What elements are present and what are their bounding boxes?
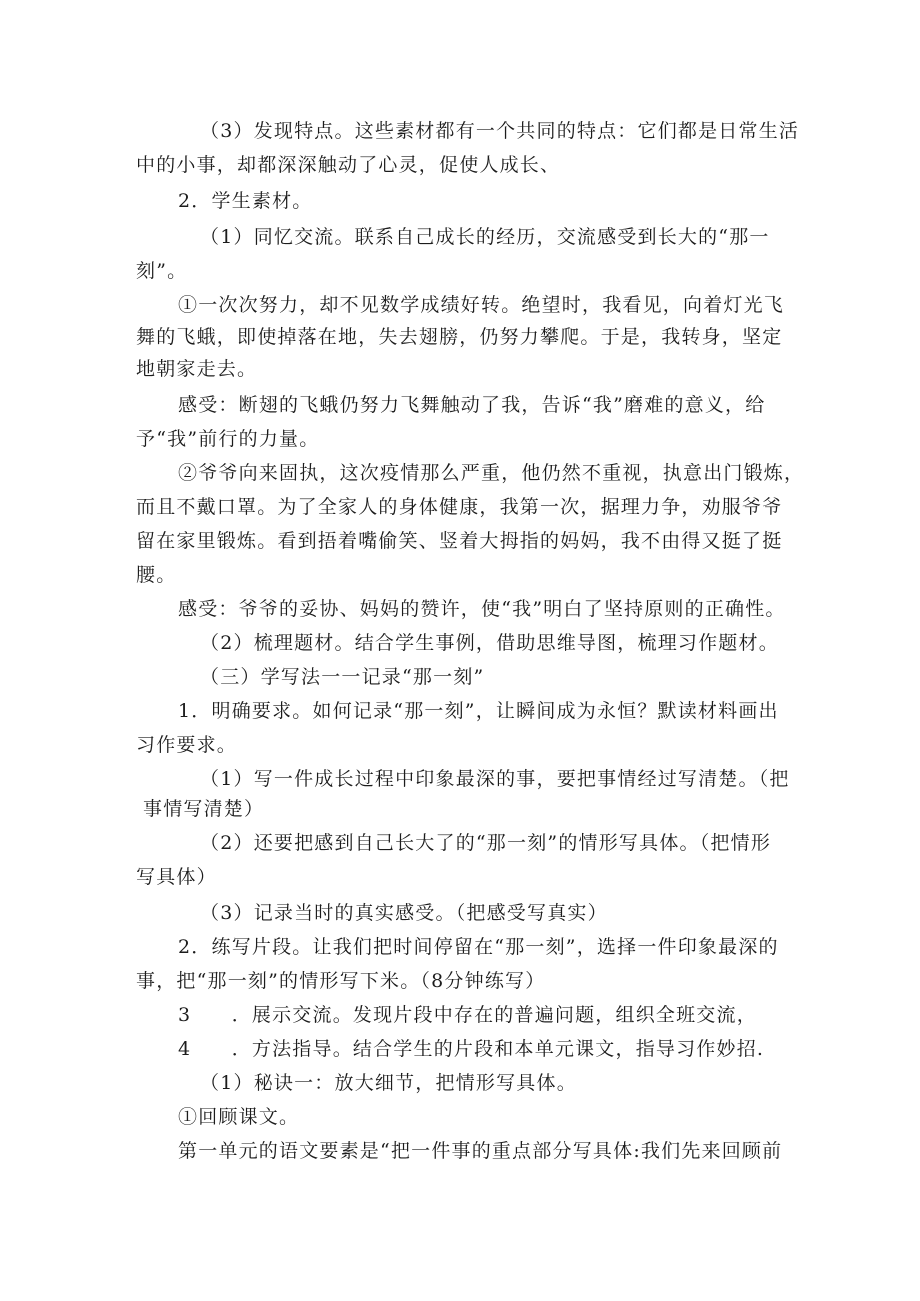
text-line-24: （3）记录当时的真实感受。（把感受写真实）	[200, 902, 608, 924]
text-line-29: （1）秘诀一：放大细节，把情形写具体。	[200, 1072, 577, 1094]
text-line-17: （三）学写法一一记录“那一刻”	[200, 666, 485, 688]
text-line-22: （2）还要把感到自己长大了的“那一刻”的情形写具体。（把情形	[200, 832, 772, 854]
text-line-13: 留在家里锻炼。看到捂着嘴偷笑、竖着大拇指的妈妈，我不由得又挺了挺	[136, 530, 783, 552]
text-line-11: ②爷爷向来固执，这次疫情那么严重，他仍然不重视，执意出门锻炼，	[178, 462, 805, 484]
text-line-8: 地朝家走去。	[136, 358, 258, 380]
text-line-7: 舞的飞蛾，即使掉落在地，失去翅膀，仍努力攀爬。于是，我转身，坚定	[136, 326, 783, 348]
text-line-16: （2）梳理题材。结合学生事例，借助思维导图，梳理习作题材。	[200, 632, 779, 654]
text-line-30: ①回顾课文。	[178, 1106, 300, 1128]
text-line-28: 4 ．方法指导。结合学生的片段和本单元课文，指导习作妙招.	[178, 1038, 765, 1060]
text-line-18: 1．明确要求。如何记录“那一刻”，让瞬间成为永恒？默读材料画出	[178, 700, 779, 722]
text-line-20: （1）写一件成长过程中印象最深的事，要把事情经过写清楚。（把	[200, 768, 790, 790]
text-line-26: 事，把“那一刻”的情形写下米。（8分钟练写）	[136, 970, 546, 992]
text-line-3: 2．学生素材。	[178, 190, 313, 212]
text-line-9: 感受：断翅的飞蛾仍努力飞舞触动了我，告诉“我”磨难的意义，给	[178, 394, 766, 416]
text-line-12: 而且不戴口罩。为了全家人的身体健康，我第一次，据理力争，劝服爷爷	[136, 496, 783, 518]
text-line-1: （3）发现特点。这些素材都有一个共同的特点：它们都是日常生活	[200, 120, 800, 142]
text-line-27: 3 ．展示交流。发现片段中存在的普遍问题，组织全班交流，	[178, 1004, 757, 1026]
text-line-6: ①一次次努力，却不见数学成绩好转。绝望时，我看见，向着灯光飞	[178, 294, 785, 316]
text-line-10: 予“我”前行的力量。	[136, 428, 320, 450]
text-line-4: （1）同忆交流。联系自己成长的经历，交流感受到长大的“那一	[200, 226, 770, 248]
text-line-5: 刻”。	[136, 260, 188, 282]
text-line-23: 写具体）	[136, 866, 217, 888]
text-line-21: 事情写清楚）	[143, 798, 265, 820]
text-line-14: 腰。	[136, 564, 177, 586]
text-line-15: 感受：爷爷的妥协、妈妈的赞许，使“我”明白了坚持原则的正确性。	[178, 598, 786, 620]
text-line-25: 2．练写片段。让我们把时间停留在“那一刻”，选择一件印象最深的	[178, 936, 779, 958]
text-line-31: 第一单元的语文要素是“把一件事的重点部分写具体:我们先来回顾前	[178, 1140, 783, 1162]
text-line-2: 中的小事，却都深深触动了心灵，促使人成长、	[136, 154, 561, 176]
text-line-19: 习作要求。	[136, 734, 238, 756]
